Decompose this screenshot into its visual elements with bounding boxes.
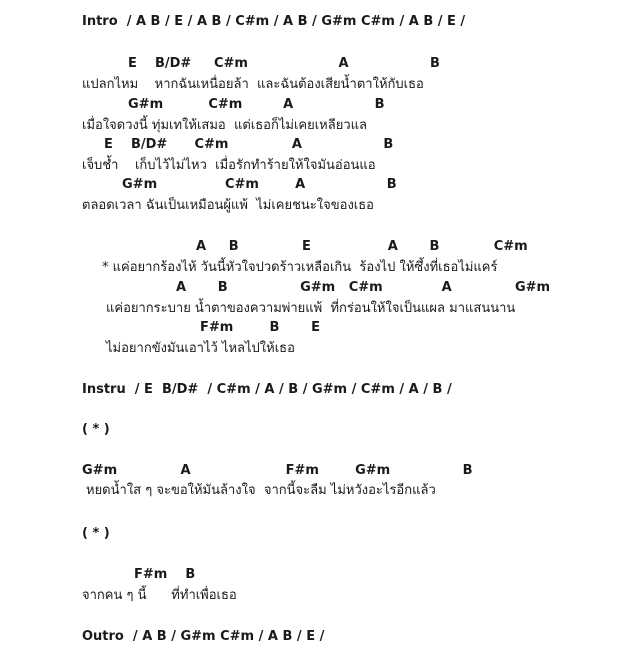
chorus-repeat-marker-1: ( * ) <box>82 422 110 437</box>
verse-lyric-2: เมื่อใจดวงนี้ ทุ่มเทให้เสมอ แต่เธอก็ไม่เคยเหลียวแล <box>82 118 367 133</box>
ending-chords: F#m B <box>134 567 196 582</box>
verse-lyric-1: แปลกไหม หากฉันเหนื่อยล้า และฉันต้องเสียน้ำตาให้กับเธอ <box>82 77 424 92</box>
chorus-lyric-3: ไม่อยากขังมันเอาไว้ ไหลไปให้เธอ <box>106 341 295 356</box>
chorus-lyric-2: แค่อยากระบาย น้ำตาของความพ่ายแพ้ ที่กร่อนให้ใจเป็นแผล มาแสนนาน <box>106 301 516 316</box>
verse-chords-4: G#m C#m A B <box>122 177 397 192</box>
verse-chords-2: G#m C#m A B <box>128 97 385 112</box>
instru-line: Instru / E B/D# / C#m / A / B / G#m / C#m / A / B / <box>82 382 452 397</box>
chorus-lyric-1: * แค่อยากร้องไห้ วันนี้หัวใจปวดร้าวเหลือเกิน ร้องไป ให้ซึ้งที่เธอไม่แคร์ <box>102 260 498 275</box>
verse-lyric-4: ตลอดเวลา ฉันเป็นเหมือนผู้แพ้ ไม่เคยชนะใจของเธอ <box>82 198 374 213</box>
outro-line: Outro / A B / G#m C#m / A B / E / <box>82 629 325 644</box>
ending-lyric: จากคน ๆ นี้ ที่ทำเพื่อเธอ <box>82 588 237 603</box>
verse-chords-3: E B/D# C#m A B <box>104 137 394 152</box>
verse-chords-1: E B/D# C#m A B <box>128 56 440 71</box>
chorus-chords-1: A B E A B C#m <box>196 239 528 254</box>
intro-line: Intro / A B / E / A B / C#m / A B / G#m C#m / A B / E / <box>82 14 466 29</box>
verse-lyric-3: เจ็บช้ำ เก็บไว้ไม่ไหว เมื่อรักทำร้ายให้ใจมันอ่อนแอ <box>82 158 376 173</box>
chorus-repeat-marker-2: ( * ) <box>82 526 110 541</box>
bridge-chords: G#m A F#m G#m B <box>82 463 473 478</box>
chorus-chords-3: F#m B E <box>200 320 320 335</box>
bridge-lyric: หยดน้ำใส ๆ จะขอให้มันล้างใจ จากนี้จะลืม ไม่หวังอะไรอีกแล้ว <box>86 483 436 498</box>
chorus-chords-2: A B G#m C#m A G#m <box>176 280 551 295</box>
